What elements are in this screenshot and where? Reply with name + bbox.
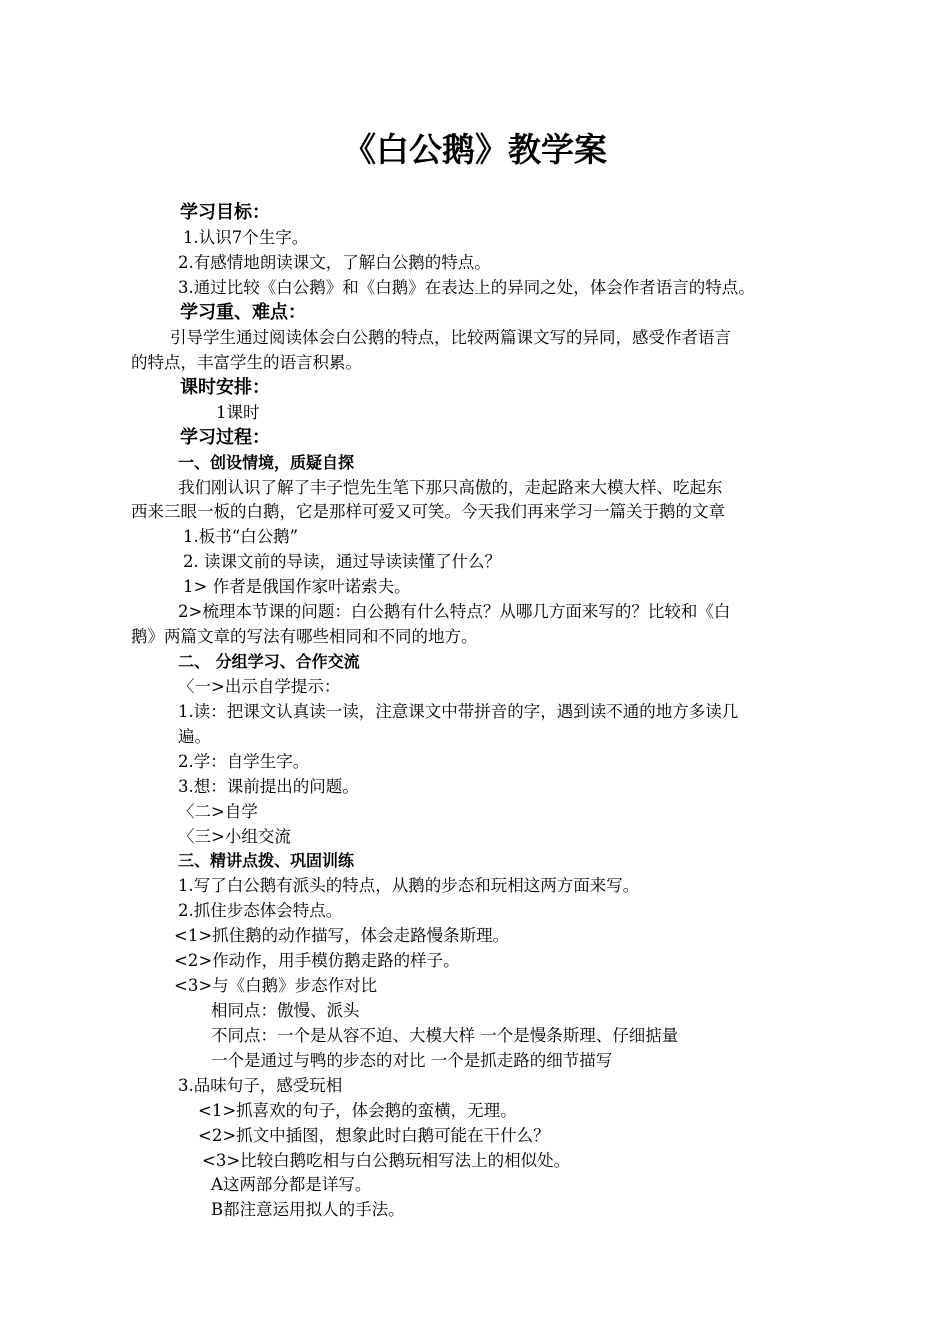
- text-line: 西来三眼一板的白鹅，它是那样可爱又可笑。今天我们再来学习一篇关于鹅的文章: [131, 502, 725, 521]
- text-line: <1>抓住鹅的动作描写，体会走路慢条斯理。: [174, 926, 510, 945]
- section-heading: 学习目标：: [180, 202, 270, 223]
- text-line: 遍。: [178, 727, 211, 746]
- text-line: 1.板书“白公鹅”: [183, 527, 299, 546]
- text-line: 我们刚认识了解了丰子恺先生笔下那只高傲的，走起路来大模大样、吃起东: [178, 478, 723, 497]
- text-line: <3>比较白鹅吃相与白公鹅玩相写法上的相似处。: [202, 1151, 571, 1170]
- section-heading: 学习过程：: [180, 427, 270, 448]
- text-line: 1.读：把课文认真读一读，注意课文中带拼音的字，遇到读不通的地方多读几: [178, 702, 739, 721]
- text-line: 1.认识7个生字。: [183, 228, 309, 247]
- text-line: <2>作动作，用手模仿鹅走路的样子。: [174, 951, 460, 970]
- subsection-heading: 二、 分组学习、合作交流: [178, 652, 360, 671]
- text-line: 1.写了白公鹅有派头的特点，从鹅的步态和玩相这两方面来写。: [178, 876, 640, 895]
- text-line: 3.想：课前提出的问题。: [178, 777, 359, 796]
- section-heading: 课时安排：: [180, 377, 270, 398]
- text-line: 2>梳理本节课的问题：白公鹅有什么特点？从哪几方面来写的？比较和《白: [178, 602, 731, 621]
- text-line: A这两部分都是详写。: [211, 1175, 372, 1194]
- text-line: 2. 读课文前的导读，通过导读读懂了什么？: [183, 552, 501, 571]
- text-line: 鹅》两篇文章的写法有哪些相同和不同的地方。: [131, 627, 478, 646]
- text-line: 的特点，丰富学生的语言积累。: [131, 353, 362, 372]
- text-line: <3>与《白鹅》步态作对比: [174, 976, 378, 995]
- text-line: 〈一>出示自学提示：: [178, 677, 341, 696]
- text-line: 1> 作者是俄国作家叶诺索夫。: [183, 577, 411, 596]
- text-line: 3.品味句子，感受玩相: [178, 1076, 343, 1095]
- text-line: 不同点：一个是从容不迫、大模大样 一个是慢条斯理、仔细掂量: [211, 1026, 679, 1045]
- subsection-heading: 三、精讲点拨、巩固训练: [178, 851, 355, 870]
- text-line: 2.抓住步态体会特点。: [178, 901, 343, 920]
- text-line: 相同点：傲慢、派头: [211, 1001, 360, 1020]
- text-line: 2.学：自学生字。: [178, 752, 310, 771]
- text-line: 引导学生通过阅读体会白公鹅的特点，比较两篇课文写的异同，感受作者语言: [170, 328, 731, 347]
- subsection-heading: 一、创设情境，质疑自探: [178, 453, 355, 472]
- text-line: 3.通过比较《白公鹅》和《白鹅》在表达上的异同之处，体会作者语言的特点。: [178, 278, 755, 297]
- text-line: 〈二>自学: [178, 802, 258, 821]
- text-line: 一个是通过与鸭的步态的对比 一个是抓走路的细节描写: [211, 1051, 613, 1070]
- text-line: B都注意运用拟人的手法。: [211, 1200, 405, 1219]
- document-title: 《白公鹅》教学案: [343, 130, 607, 169]
- section-heading: 学习重、难点：: [180, 302, 306, 323]
- text-line: <1>抓喜欢的句子，体会鹅的蛮横，无理。: [198, 1101, 517, 1120]
- text-line: <2>抓文中插图，想象此时白鹅可能在干什么？: [198, 1126, 550, 1145]
- text-line: 〈三>小组交流: [178, 827, 291, 846]
- text-line: 1课时: [216, 403, 260, 422]
- text-line: 2.有感情地朗读课文，了解白公鹅的特点。: [178, 253, 491, 272]
